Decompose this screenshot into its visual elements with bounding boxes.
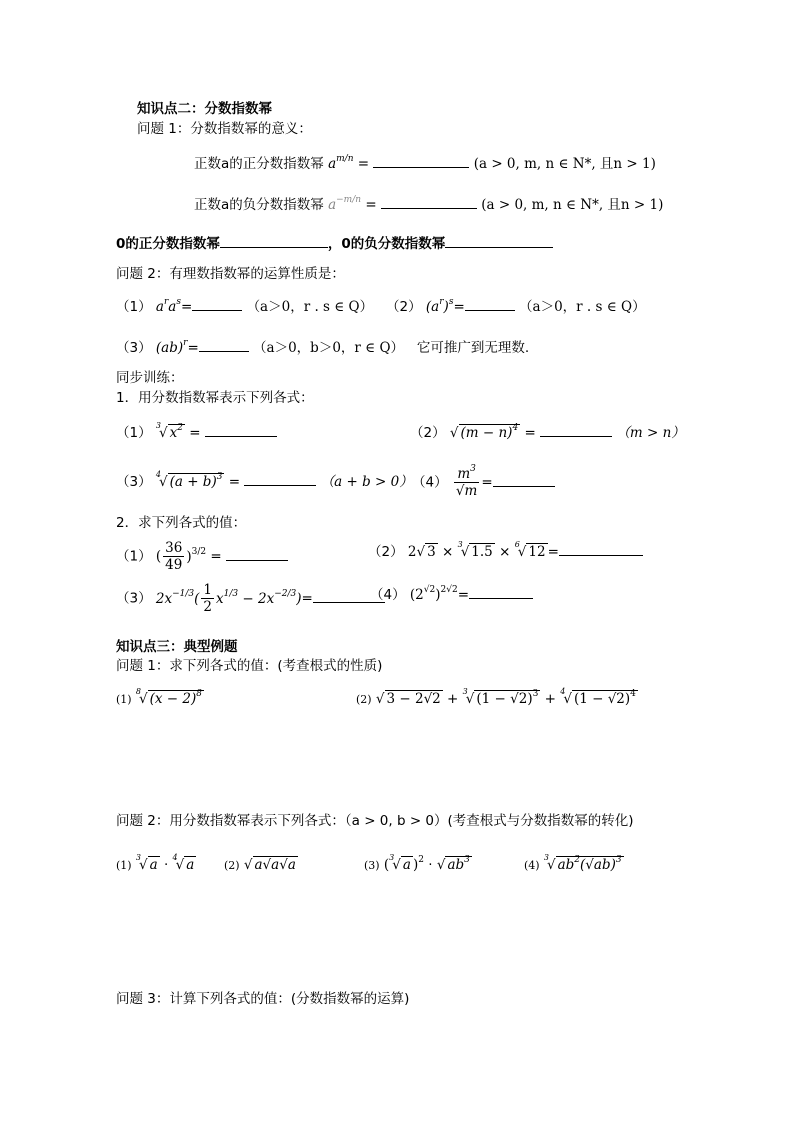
- exercise2-item-2: （2） 2√ 3 × $^3$√ 1.5 × $^6$√ 12 =: [368, 541, 643, 562]
- section3-q1-item-1: (1) $^8$√ $(x - 2)^8$: [116, 687, 202, 707]
- property-3-condition: （a＞0，b＞0，r ∈ Q）: [253, 340, 405, 356]
- sync-training-label: 同步训练：: [116, 370, 184, 386]
- exercise2-item-4: （4） $(2^{√2})^{2√2}=$: [370, 584, 533, 605]
- section3-q2-item-2-number: (2): [224, 859, 240, 872]
- section3-q2-item-3: (3) ($^3$√ a )$^2$ · √ $ab^3$: [364, 853, 470, 873]
- zero-exponent-line: [116, 233, 553, 254]
- question2-label: 问题 2：有理数指数幂的运算性质是：: [116, 266, 345, 282]
- exercise2-item-3: （3） $2x^{-1/3}$( $\frac{1}{2}$ $x^{1/3} - 2x^{-2/3})=$: [116, 582, 385, 615]
- exercise1-item-1: （1） $^3$√ $x^2$ =: [116, 422, 277, 443]
- zero-negative-blank[interactable]: [445, 233, 553, 248]
- section3-q2-item-4: (4) $^3$√ $ab^2(√ab)^3$: [524, 853, 622, 873]
- exercise1-item-3-number: （3）: [116, 474, 152, 490]
- property-2-condition: （a＞0，r . s ∈ Q）: [519, 299, 646, 315]
- exercise1-item-4: （4） $\frac{m^3}{√m}$ =: [412, 466, 555, 499]
- exercise2-label: 2．求下列各式的值：: [116, 515, 247, 531]
- property-3-number: （3）: [116, 340, 152, 356]
- positive-exponent-blank[interactable]: [373, 153, 469, 168]
- exercise1-item-3-condition: （a + b > 0）: [320, 474, 413, 490]
- section3-q2-item-2: (2) √ a√a√a: [224, 857, 296, 873]
- property-1: （1） $a^ra^s= (a>0$，r . s ∈ Q）: [116, 297, 374, 315]
- exercise2-item-4-blank[interactable]: [469, 584, 533, 599]
- property-2-expression: $(a^r)^s$: [425, 297, 454, 315]
- section3-question3-label: 问题 3：计算下列各式的值：(分数指数幂的运算): [116, 991, 410, 1007]
- section3-q1-item-1-number: (1): [116, 693, 132, 706]
- exercise2-item-1-number: （1）: [116, 548, 152, 565]
- section3-question1-label: 问题 1：求下列各式的值：(考查根式的性质): [116, 658, 383, 674]
- section3-question2-label: 问题 2：用分数指数幂表示下列各式：（a > 0, b > 0）(考查根式与分数指数幂的转化): [116, 813, 634, 829]
- negative-exponent-condition: (a > 0, m, n ∈ N*, 且n > 1): [481, 197, 664, 213]
- section3-q2-item-1-number: (1): [116, 859, 132, 872]
- section3-q2-item-3-number: (3): [364, 859, 380, 872]
- positive-exponent-expression: $a^{m/n}$ =: [328, 154, 370, 172]
- section3-q2-item-4-number: (4): [524, 859, 540, 872]
- property-2: （2） $(a^r)^s= (a>0$，r . s ∈ Q）: [386, 297, 646, 315]
- exercise2-item-4-number: （4）: [370, 587, 406, 603]
- property-1-blank[interactable]: [192, 296, 242, 311]
- property-1-number: （1）: [116, 299, 152, 315]
- negative-exponent-prefix: 正数a的负分数指数幂: [194, 197, 324, 213]
- exercise1-item-3-blank[interactable]: [244, 471, 316, 486]
- section3-q2-item-1: (1) $^3$√ a · $^4$√ a: [116, 853, 195, 873]
- exercise2-item-1-blank[interactable]: [226, 546, 288, 561]
- exercise1-item-4-blank[interactable]: [493, 472, 555, 487]
- exercise2-item-2-blank[interactable]: [559, 541, 643, 556]
- property-3-blank[interactable]: [199, 337, 249, 352]
- exercise1-label: 1．用分数指数幂表示下列各式：: [116, 390, 314, 406]
- exercise1-item-1-number: （1）: [116, 425, 152, 441]
- zero-positive-blank[interactable]: [220, 233, 328, 248]
- positive-exponent-prefix: 正数a的正分数指数幂: [194, 156, 324, 172]
- zero-negative-label: ，0的负分数指数幂: [327, 236, 446, 252]
- negative-exponent-blank[interactable]: [381, 194, 477, 209]
- section3-heading: 知识点三：典型例题: [116, 639, 238, 655]
- question1-label: 问题 1：分数指数幂的意义：: [137, 121, 312, 137]
- exercise1-item-1-blank[interactable]: [205, 422, 277, 437]
- property-3-expression: (ab)$^r$: [155, 338, 188, 356]
- property-1-condition: （a＞0，r . s ∈ Q）: [246, 299, 374, 315]
- exercise1-item-3: （3） $^4$√ $(a + b)^3 = (a + b > 0)$: [116, 470, 413, 490]
- exercise1-item-2-number: （2）: [410, 425, 446, 441]
- property-2-blank[interactable]: [465, 296, 515, 311]
- exercise1-item-4-number: （4）: [412, 474, 448, 491]
- property-2-number: （2）: [386, 299, 422, 315]
- exercise1-item-2: （2） √ $(m - n)^4 = (m > n)$: [410, 423, 685, 441]
- property-1-expression: $a^ra^s$: [155, 297, 181, 315]
- positive-exponent-condition: (a > 0, m, n ∈ N*, 且n > 1): [473, 156, 656, 172]
- zero-positive-label: 0的正分数指数幂: [116, 236, 220, 252]
- exercise2-item-1: （1） ( $\frac{36}{49}$ )$^{3/2}$ =: [116, 540, 288, 573]
- section3-q1-item-2: (2) √ 3 − 2√2 + $^3$√ $(1 - √2)^3 + ^4√$ $(1 - √2)^4$: [356, 687, 636, 707]
- negative-exponent-expression: $a^{-m/n}$: [328, 195, 362, 213]
- section3-q1-item-2-number: (2): [356, 693, 372, 706]
- positive-exponent-line: [194, 153, 656, 174]
- exercise1-item-2-condition: （m > n）: [616, 425, 685, 441]
- negative-exponent-line: 正数a的负分数指数幂 $a^{-m/n} = (a > 0$, m, n ∈ N*, 且n > 1): [194, 195, 664, 213]
- section2-heading: 知识点二：分数指数幂: [137, 101, 272, 117]
- property-3-note: 它可推广到无理数.: [416, 340, 530, 356]
- exercise2-item-3-number: （3）: [116, 590, 152, 607]
- exercise2-item-2-number: （2）: [368, 544, 404, 560]
- exercise1-item-2-blank[interactable]: [540, 422, 612, 437]
- property-3: （3） (ab)$^r$= （a＞0，b＞0，r ∈ Q） 它可推广到无理数.: [116, 338, 530, 356]
